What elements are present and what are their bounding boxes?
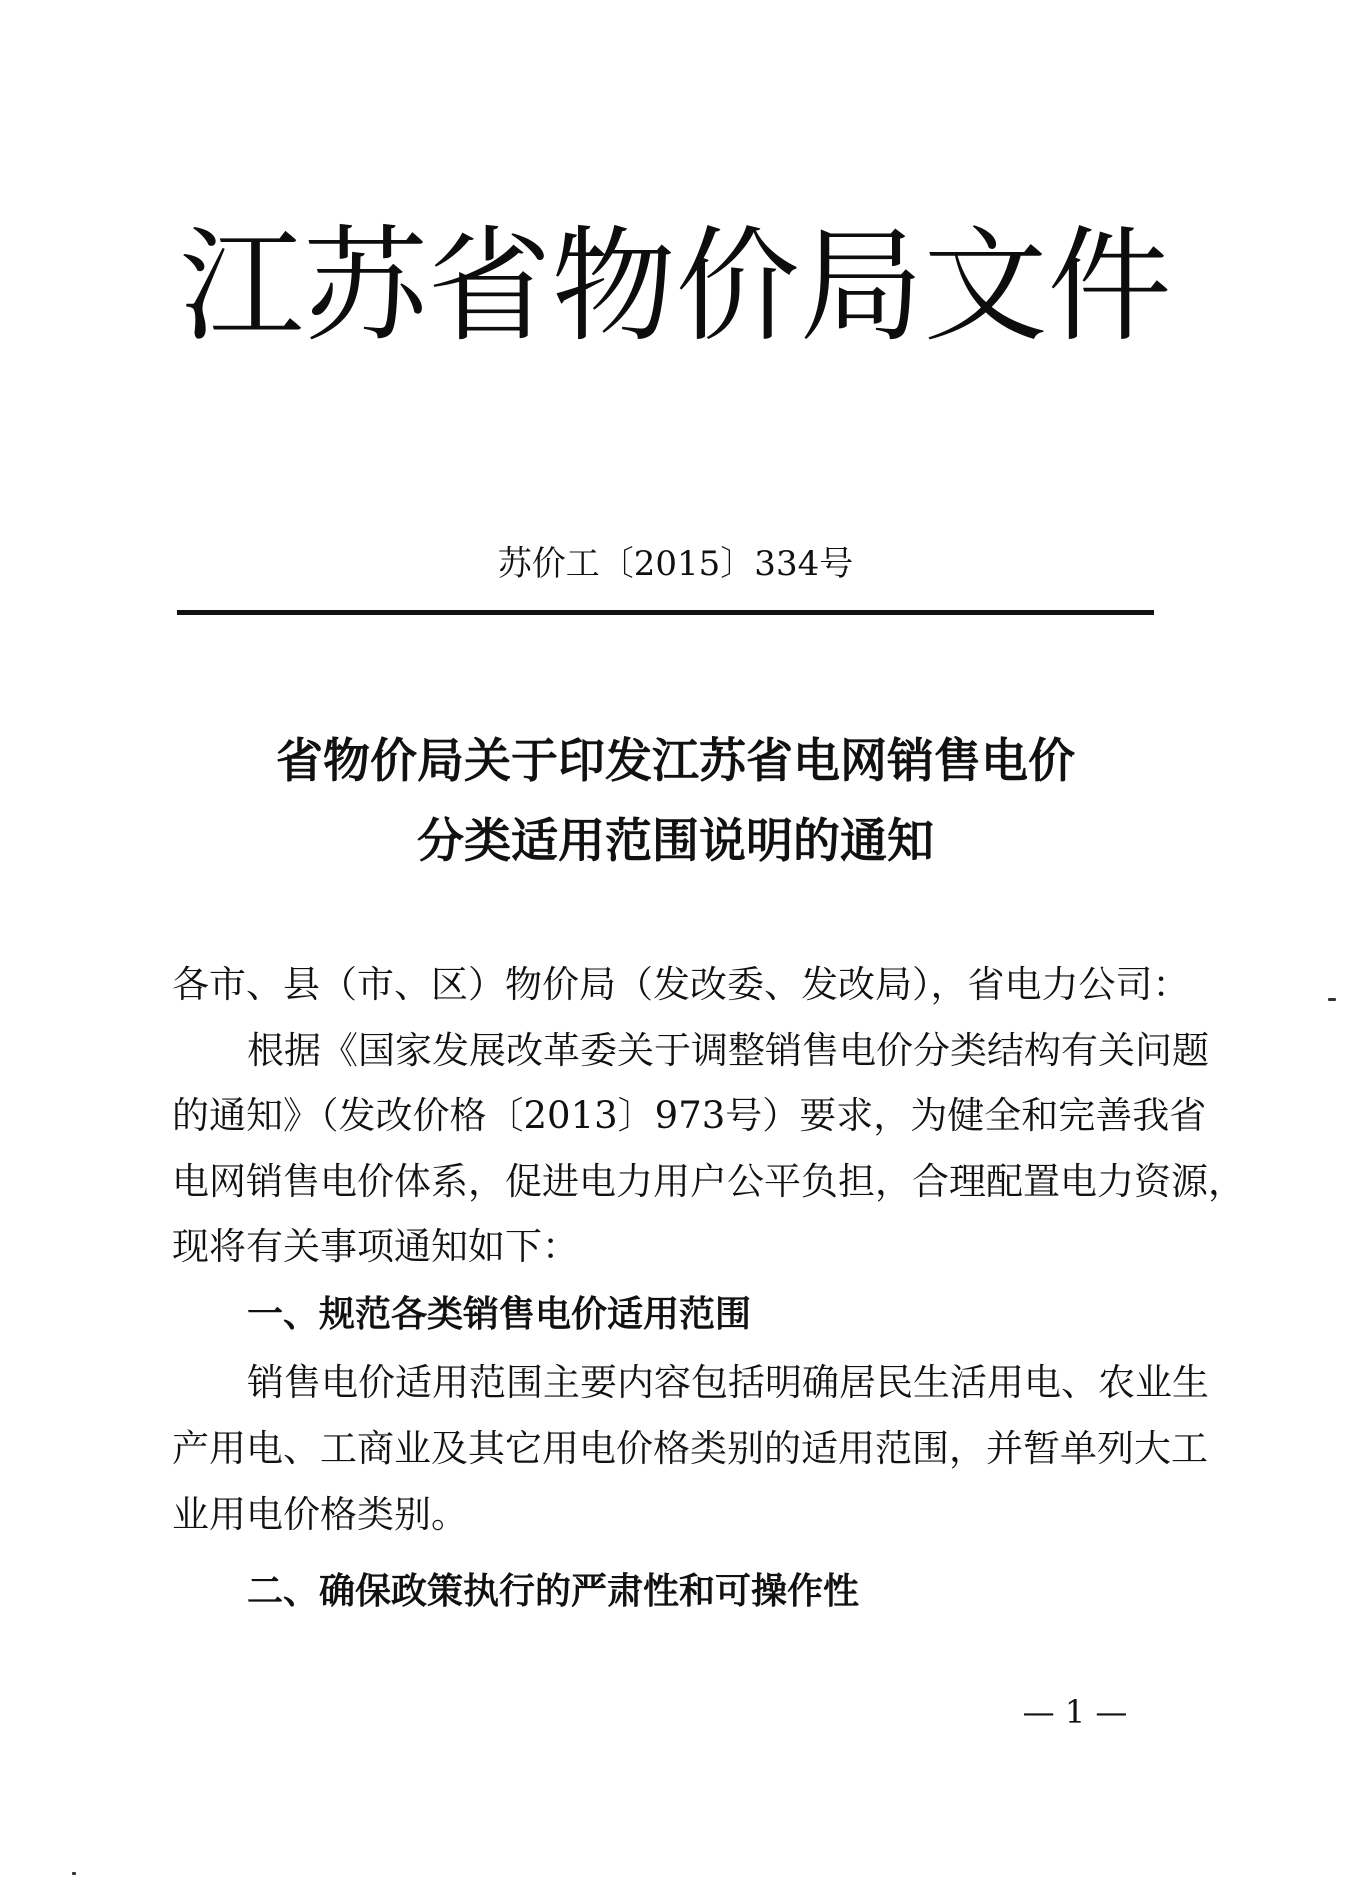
section-1-line-2: 产用电、工商业及其它用电价格类别的适用范围，并暂单列大工: [172, 1427, 1208, 1470]
intro-line-2: 的通知》（发改价格〔2013〕973号）要求，为健全和完善我省: [172, 1094, 1207, 1137]
intro-line-4: 现将有关事项通知如下：: [172, 1225, 579, 1268]
salutation: 各市、县（市、区）物价局（发改委、发改局），省电力公司：: [172, 963, 1190, 1006]
page-number: — 1 —: [1022, 1693, 1128, 1731]
document-number: 苏价工〔2015〕334号: [497, 544, 854, 584]
subject-line-2: 分类适用范围说明的通知: [417, 814, 934, 869]
section-1-line-1: 销售电价适用范围主要内容包括明确居民生活用电、农业生: [247, 1361, 1209, 1404]
section-1-line-3: 业用电价格类别。: [172, 1493, 468, 1536]
section-2-heading: 二、确保政策执行的严肃性和可操作性: [247, 1571, 860, 1612]
intro-line-3: 电网销售电价体系，促进电力用户公平负担，合理配置电力资源，: [172, 1160, 1245, 1203]
scan-speck: [72, 1872, 76, 1875]
document-header-title: 江苏省物价局文件: [179, 215, 1172, 359]
header-divider: [177, 610, 1154, 615]
subject-line-1: 省物价局关于印发江苏省电网销售电价: [276, 734, 1075, 789]
intro-line-1: 根据《国家发展改革委关于调整销售电价分类结构有关问题: [247, 1029, 1209, 1072]
scan-speck: [1328, 998, 1336, 1001]
section-1-heading: 一、规范各类销售电价适用范围: [247, 1294, 752, 1335]
